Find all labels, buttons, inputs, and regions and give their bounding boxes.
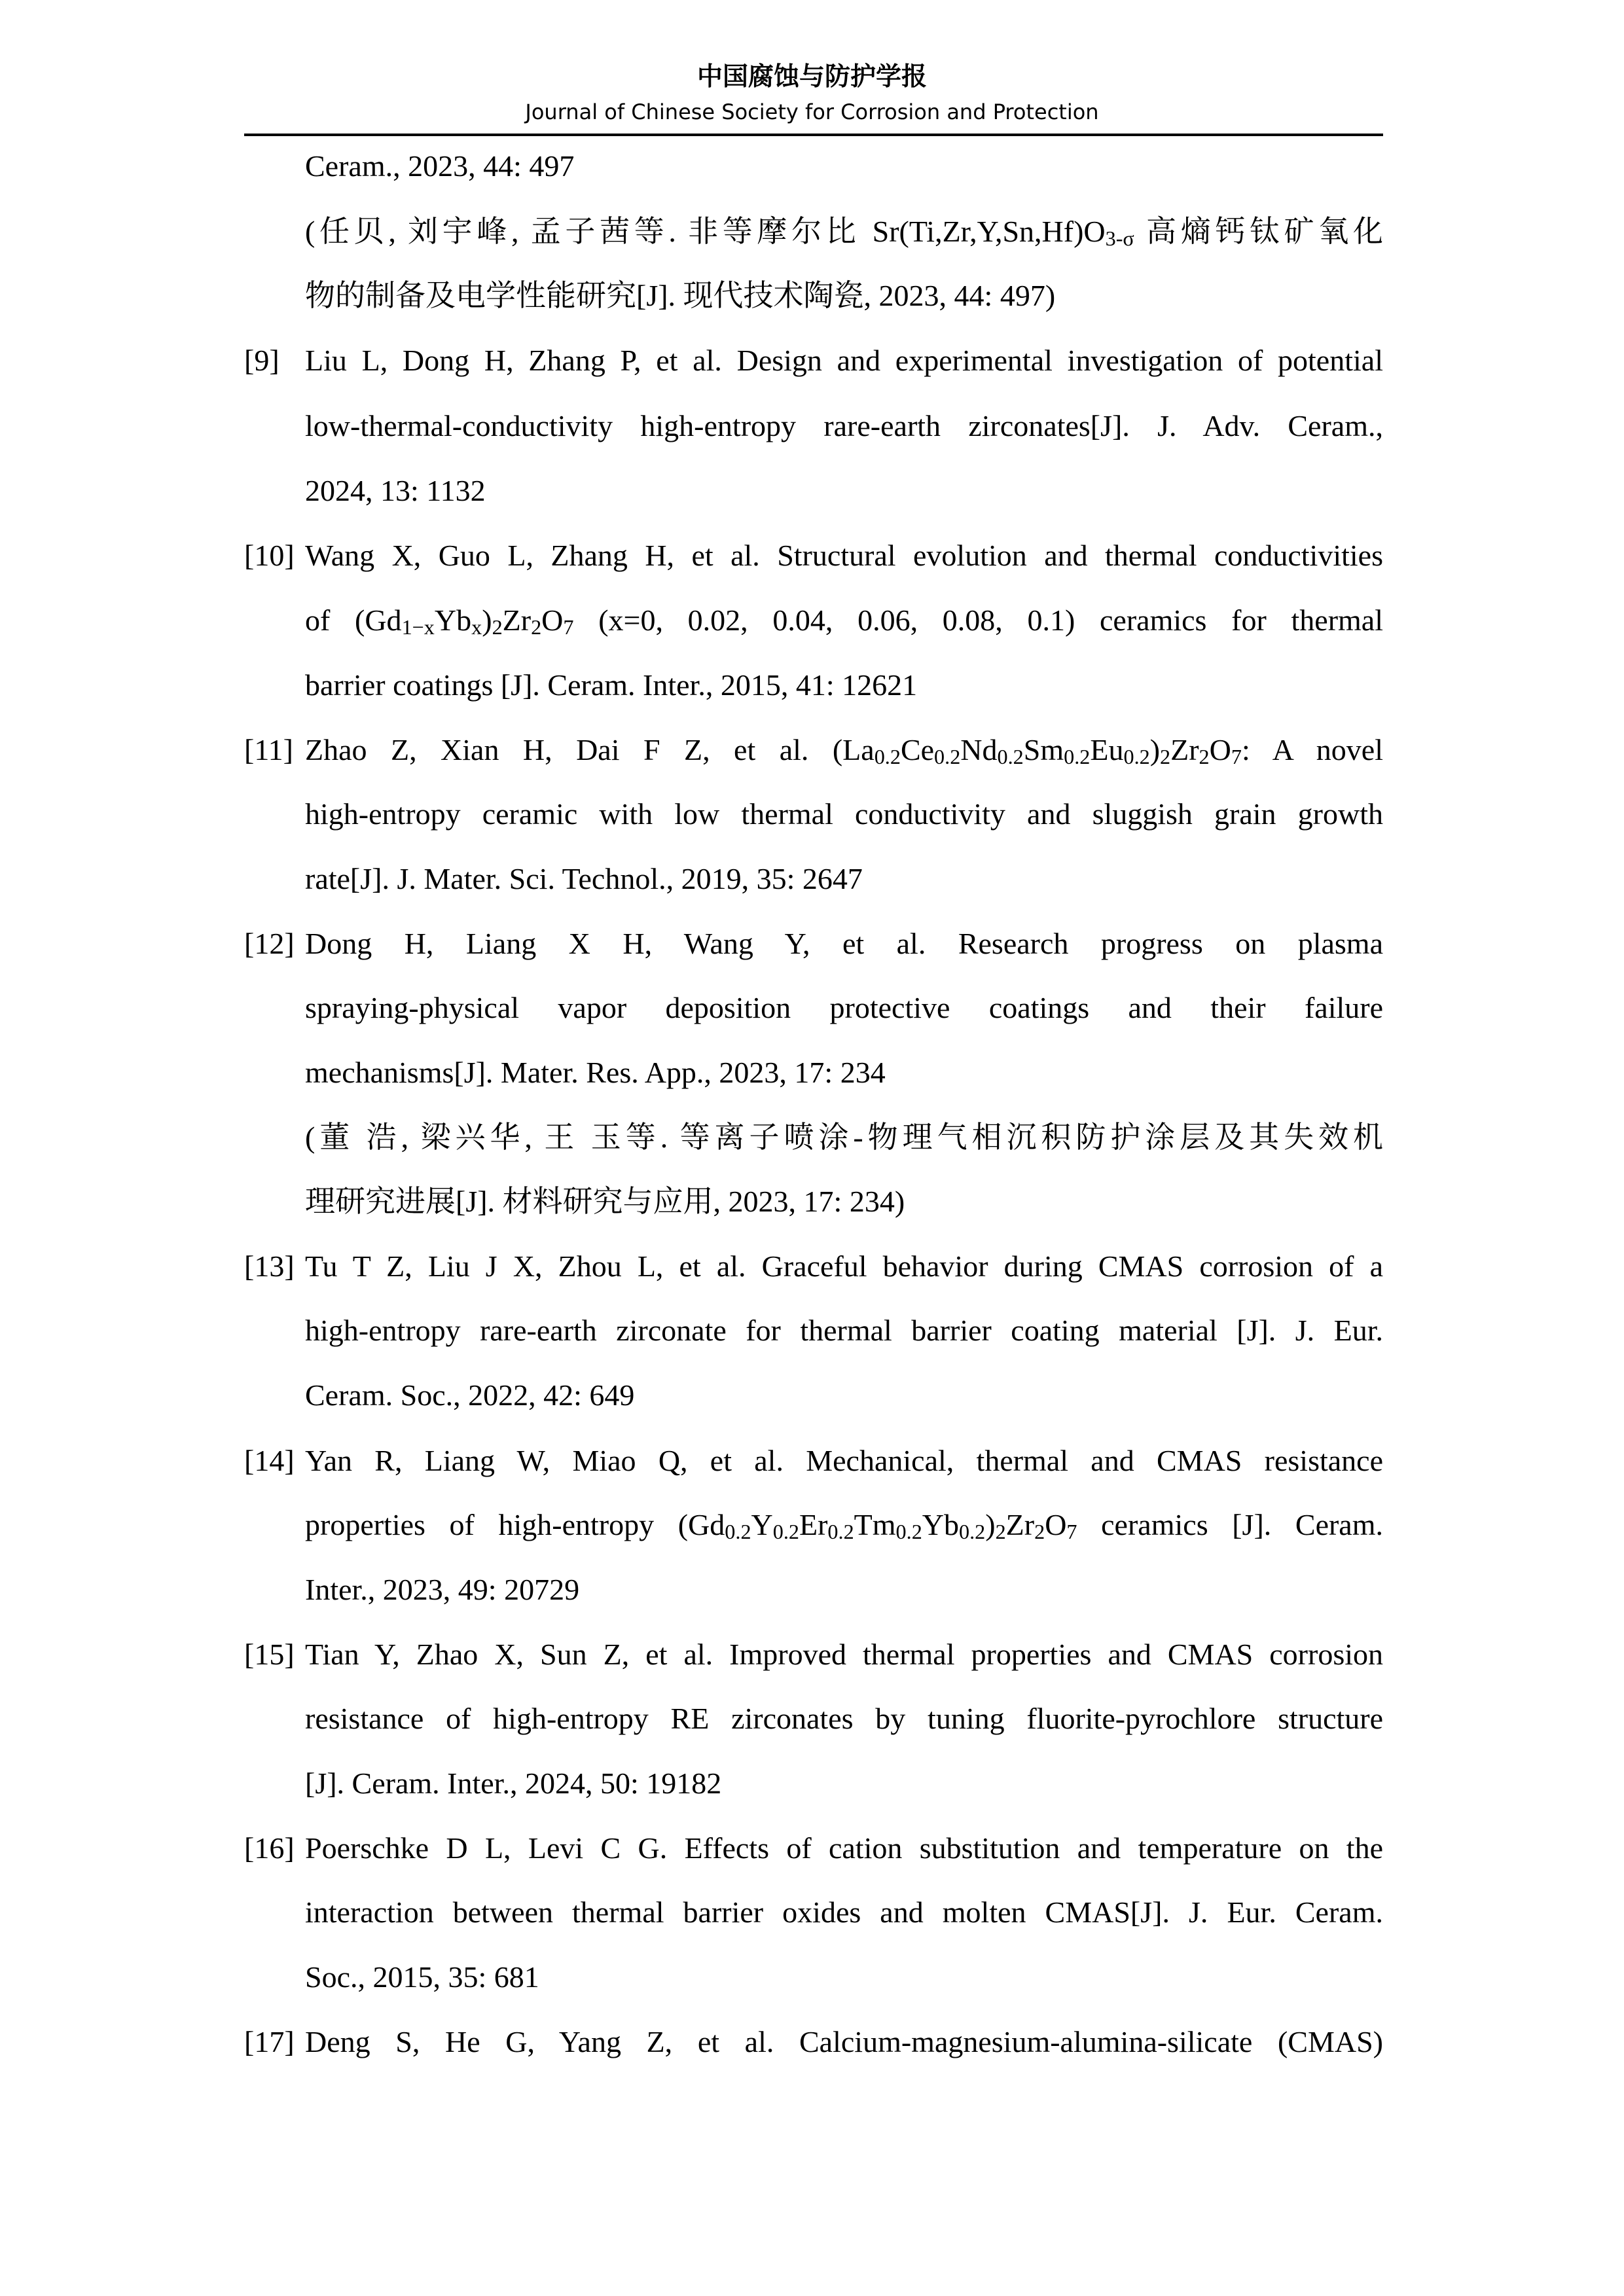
reference-number: [9]: [244, 344, 280, 377]
reference-number: [15]: [244, 1638, 295, 1671]
reference-number: [17]: [244, 2025, 295, 2058]
reference-line: Tian Y, Zhao X, Sun Z, et al. Improved thermal properties and CMAS corrosion: [305, 1638, 1383, 1671]
reference-line: Wang X, Guo L, Zhang H, et al. Structural evolution and thermal conductivities: [305, 539, 1383, 572]
reference-line: Yan R, Liang W, Miao Q, et al. Mechanical, thermal and CMAS resistance: [305, 1444, 1383, 1477]
reference-number: [10]: [244, 539, 295, 572]
reference-line: 2024, 13: 1132: [305, 474, 486, 507]
reference-line: 物的制备及电学性能研究[J]. 现代技术陶瓷, 2023, 44: 497): [305, 279, 1056, 312]
reference-line: Ceram., 2023, 44: 497: [305, 149, 575, 183]
reference-line: Zhao Z, Xian H, Dai F Z, et al. $(La_{0.2}Ce_{0.2}Nd_{0.2}Sm_{0.2}Eu_{0.2})_2Zr_2O_7$: A novel: [305, 733, 1384, 768]
reference-line: resistance of high-entropy RE zirconates by tuning fluorite-pyrochlore structure: [305, 1702, 1383, 1735]
reference-line: low-thermal-conductivity high-entropy rare-earth zirconates[J]. J. Adv. Ceram.,: [305, 409, 1383, 442]
reference-line: Tu T Z, Liu J X, Zhou L, et al. Graceful behavior during CMAS corrosion of a: [305, 1249, 1383, 1283]
reference-number: [16]: [244, 1831, 295, 1865]
reference-line: high-entropy ceramic with low thermal conductivity and sluggish grain growth: [305, 797, 1383, 831]
reference-line: spraying-physical vapor deposition protective coatings and their failure: [305, 991, 1383, 1024]
reference-line: (董 浩, 梁兴华, 王 玉等. 等离子喷涂-物理气相沉积防护涂层及其失效机: [305, 1121, 1383, 1154]
reference-number: [14]: [244, 1444, 295, 1477]
reference-line: interaction between thermal barrier oxides and molten CMAS[J]. J. Eur. Ceram.: [305, 1895, 1383, 1929]
reference-line: Dong H, Liang X H, Wang Y, et al. Research progress on plasma: [305, 927, 1383, 960]
reference-line: of $(Gd_{1-x}Yb_x)_2Zr_2O_7$ (x=0, 0.02, 0.04, 0.06, 0.08, 0.1) ceramics for thermal: [305, 603, 1383, 639]
reference-number: [11]: [244, 733, 293, 766]
reference-line: [J]. Ceram. Inter., 2024, 50: 19182: [305, 1767, 722, 1800]
header-rule: [244, 134, 1383, 136]
reference-line: rate[J]. J. Mater. Sci. Technol., 2019, 35: 2647: [305, 862, 863, 895]
journal-title-cn: 中国腐蚀与防护学报: [696, 62, 927, 92]
reference-line: properties of high-entropy $(Gd_{0.2}Y_{0.2}Er_{0.2}Tm_{0.2}Yb_{0.2})_2Zr_2O_7$ ceramics [J]. Ceram.: [305, 1508, 1383, 1543]
reference-line: Ceram. Soc., 2022, 42: 649: [305, 1378, 635, 1412]
reference-line: Liu L, Dong H, Zhang P, et al. Design and experimental investigation of potential: [305, 344, 1383, 377]
reference-line: 理研究进展[J]. 材料研究与应用, 2023, 17: 234): [305, 1185, 905, 1218]
journal-title-en: Journal of Chinese Society for Corrosion and Protection: [525, 99, 1099, 124]
reference-line: (任贝, 刘宇峰, 孟子茜等. 非等摩尔比 $Sr(Ti,Zr,Y,Sn,Hf)O_{3-\sigma}$ 高熵钙钛矿氧化: [305, 215, 1384, 250]
reference-line: Poerschke D L, Levi C G. Effects of cation substitution and temperature on the: [305, 1831, 1383, 1865]
reference-number: [12]: [244, 927, 295, 960]
reference-line: mechanisms[J]. Mater. Res. App., 2023, 17: 234: [305, 1056, 886, 1089]
reference-line: Deng S, He G, Yang Z, et al. Calcium-magnesium-alumina-silicate (CMAS): [305, 2025, 1383, 2058]
reference-line: Soc., 2015, 35: 681: [305, 1960, 539, 1994]
reference-line: barrier coatings [J]. Ceram. Inter., 2015, 41: 12621: [305, 668, 918, 702]
reference-line: Inter., 2023, 49: 20729: [305, 1573, 580, 1606]
reference-line: high-entropy rare-earth zirconate for thermal barrier coating material [J]. J. Eur.: [305, 1314, 1383, 1347]
reference-number: [13]: [244, 1249, 295, 1283]
